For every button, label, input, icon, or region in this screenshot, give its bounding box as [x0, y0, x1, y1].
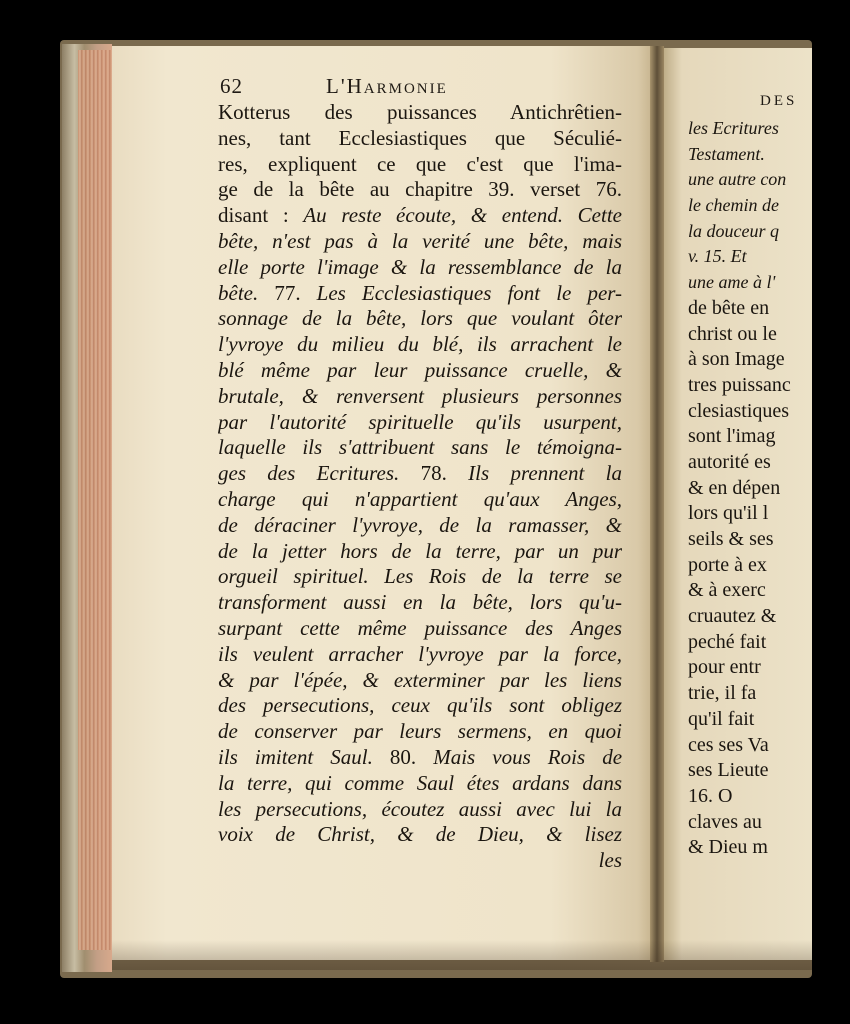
- text-line: laquelle ils s'attribuent sans le témoigna-: [218, 435, 622, 460]
- left-page-text: [218, 100, 622, 874]
- text-line: de la jetter hors de la terre, par un pur: [218, 538, 622, 563]
- catchword: les: [598, 848, 622, 873]
- text-line: porte à ex: [688, 553, 767, 576]
- text-line: seils & ses: [688, 528, 774, 550]
- text-line: trie, il fa: [688, 682, 757, 705]
- text-line: la douceur q: [688, 220, 779, 241]
- text-line: les Ecritures: [688, 118, 779, 138]
- text-line: sonnage de la bête, lors que voulant ôter: [218, 306, 622, 331]
- text-line: les persecutions, écoutez aussi avec lui la: [218, 796, 622, 821]
- text-line: [218, 745, 622, 771]
- text-line: de conserver par leurs sermens, en quoi: [218, 719, 622, 744]
- roman-run: 77.: [258, 280, 317, 305]
- text-line: des persecutions, ceux qu'ils sont obligez: [218, 693, 622, 718]
- text-line: ses Lieute: [688, 759, 769, 782]
- text-line: par l'autorité spirituelle qu'ils usurpent,: [218, 409, 622, 434]
- text-line: Testament.: [688, 143, 765, 164]
- text-line: bête, n'est pas à la verité une bête, mais: [218, 228, 622, 253]
- text-line: [218, 461, 622, 487]
- text-line: Kotterus des puissances Antichrêtien-: [218, 100, 622, 124]
- text-line: charge qui n'appartient qu'aux Anges,: [218, 486, 622, 511]
- text-line: le chemin de: [688, 195, 779, 216]
- text-line: la terre, qui comme Saul étes ardans dans: [218, 770, 622, 795]
- running-title: L'Harmonie: [326, 74, 448, 98]
- text-line: [218, 281, 622, 307]
- text-line: l'yvroye du milieu du blé, ils arrachent le: [218, 332, 622, 357]
- text-line: res, expliquent ce que c'est que l'ima-: [218, 151, 622, 176]
- text-line: qu'il fait: [688, 707, 755, 730]
- italic-run: ges des Ecritures.: [218, 461, 400, 486]
- italic-run: Ils prennent la: [468, 461, 622, 486]
- text-line: sont l'imag: [688, 425, 776, 448]
- roman-run: 78.: [399, 461, 469, 486]
- page-bottom-shadow: [112, 940, 812, 970]
- text-line: transforment aussi en la bête, lors qu'u-: [218, 590, 622, 615]
- roman-run: 80.: [372, 744, 434, 769]
- text-line: surpant cette même puissance des Anges: [218, 615, 622, 640]
- right-page-header: DES: [760, 93, 798, 109]
- italic-run: Les Ecclesiastiques font le per-: [316, 280, 622, 305]
- text-line: orgueil spirituel. Les Rois de la terre se: [218, 564, 622, 589]
- text-line: de déraciner l'yvroye, de la ramasser, &: [218, 512, 622, 537]
- text-line: & à exerc: [688, 579, 766, 602]
- text-line: 16. O: [688, 784, 733, 807]
- text-line: & en dépen: [688, 476, 781, 499]
- text-line: elle porte l'image & la ressemblance de la: [218, 254, 622, 279]
- right-page-text: [688, 116, 828, 861]
- text-line: brutale, & renversent plusieurs personnes: [218, 383, 622, 408]
- text-line: ge de la bête au chapitre 39. verset 76.: [218, 177, 622, 202]
- italic-run: bête.: [218, 280, 259, 305]
- text-line: christ ou le: [688, 322, 777, 345]
- book-gutter: [650, 46, 664, 962]
- text-line: une autre con: [688, 169, 787, 190]
- page-number: 62: [220, 74, 243, 98]
- italic-run: Mais vous Rois de: [433, 744, 622, 769]
- text-line: pour entr: [688, 656, 761, 679]
- text-line: & par l'épée, & exterminer par les liens: [218, 667, 622, 692]
- italic-run: ils imitent Saul.: [218, 744, 373, 769]
- text-line: de bête en: [688, 296, 770, 319]
- text-line: ils veulent arracher l'yvroye par la force,: [218, 641, 622, 666]
- text-line: nes, tant Ecclesiastiques que Séculié-: [218, 125, 622, 150]
- text-line: v. 15. Et: [688, 246, 747, 267]
- text-line: une ame à l': [688, 272, 776, 293]
- roman-run: disant :: [218, 203, 304, 228]
- text-line: lors qu'il l: [688, 502, 769, 525]
- text-line: tres puissanc: [688, 373, 791, 396]
- text-line: blé même par leur puissance cruelle, &: [218, 357, 622, 382]
- text-line: à son Image: [688, 348, 785, 371]
- text-line: autorité es: [688, 450, 771, 473]
- text-line: [218, 203, 622, 229]
- italic-run: Au reste écoute, & entend. Cette: [303, 203, 622, 228]
- text-line: peché fait: [688, 630, 767, 653]
- text-line: ces ses Va: [688, 733, 769, 756]
- text-line: cruautez &: [688, 605, 777, 628]
- text-line: voix de Christ, & de Dieu, & lisez: [218, 822, 622, 847]
- text-line: & Dieu m: [688, 836, 768, 859]
- text-line: clesiastiques: [688, 399, 790, 422]
- text-line: claves au: [688, 810, 762, 833]
